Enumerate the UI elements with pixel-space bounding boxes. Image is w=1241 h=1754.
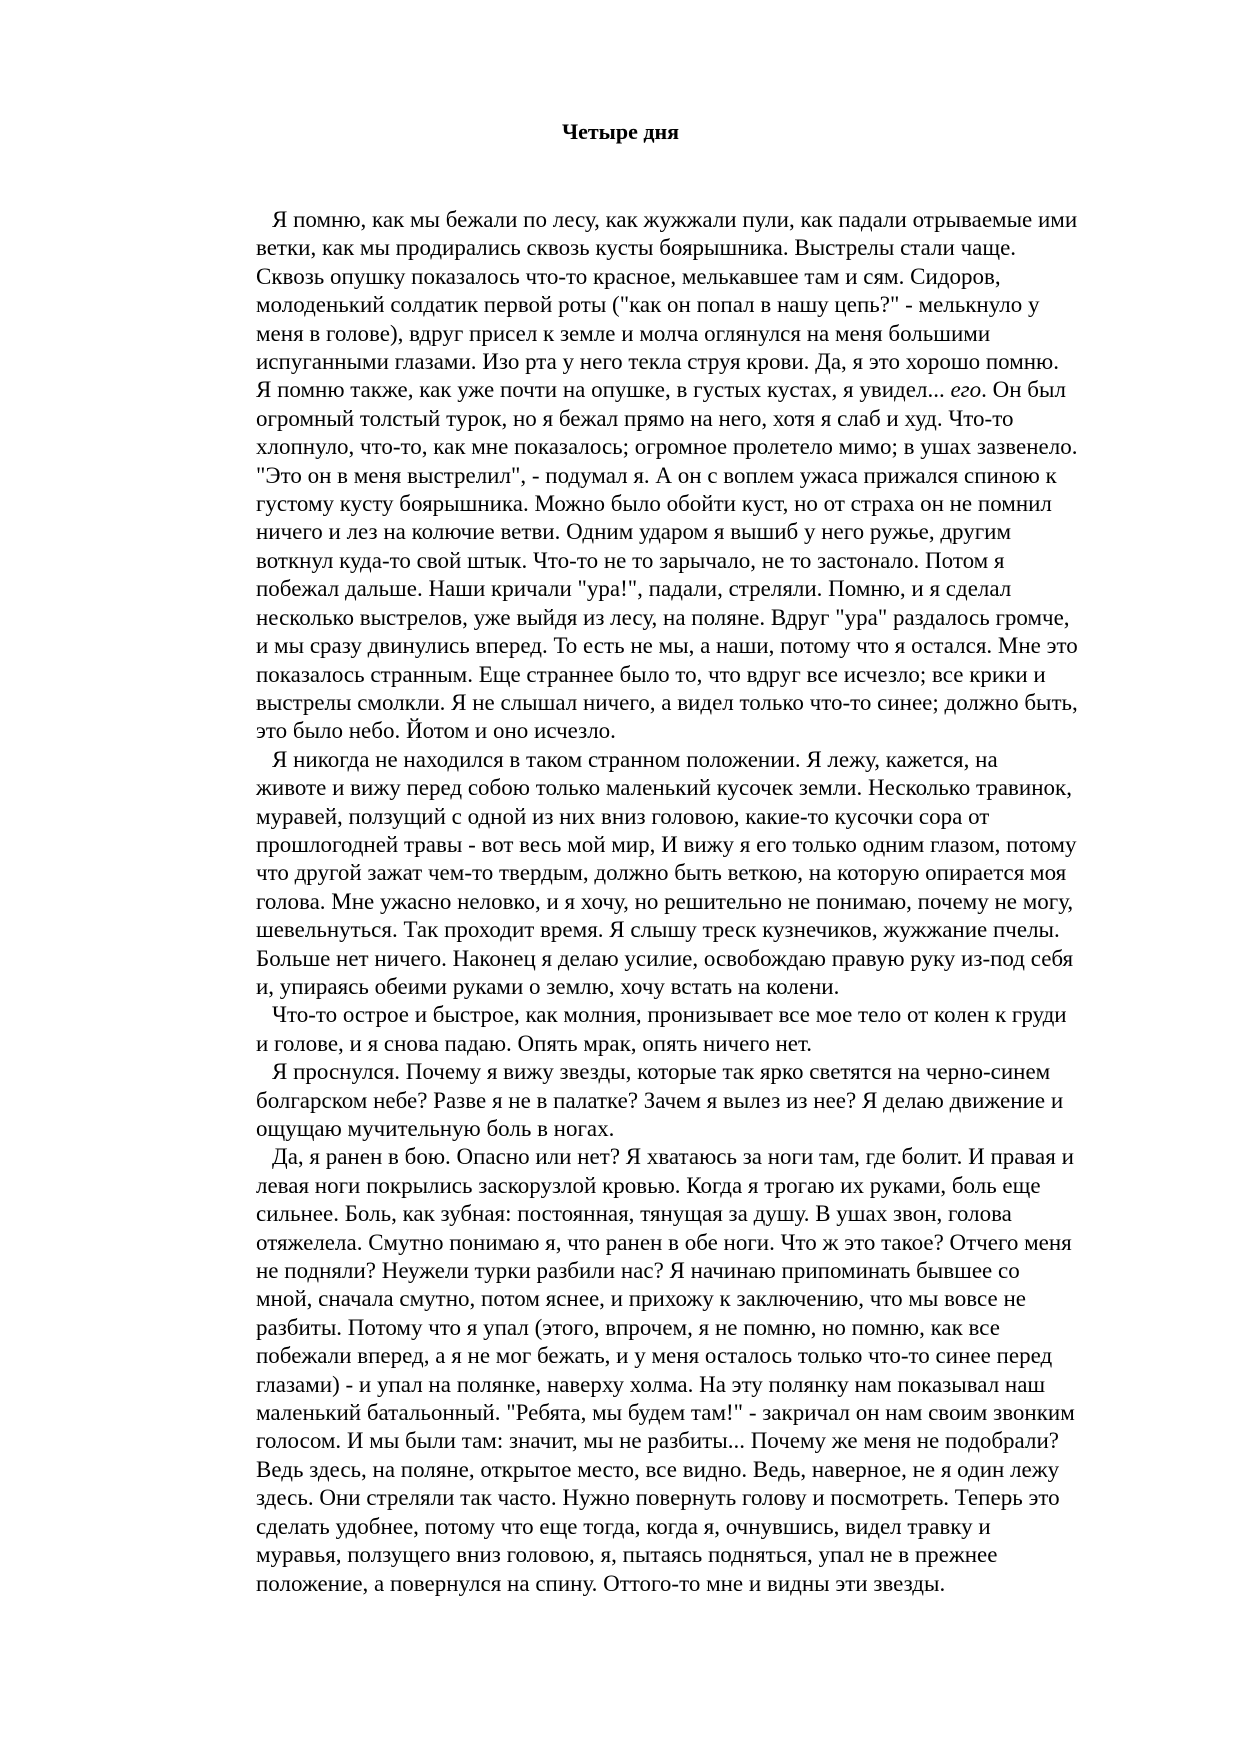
text-line: побежали вперед, а я не мог бежать, и у меня осталось только что-то синее перед <box>256 1343 1053 1369</box>
text-line: муравей, ползущий с одной из них вниз головою, какие-то кусочки сора от <box>256 803 990 829</box>
paragraph <box>256 746 1156 1002</box>
text-line: показалось странным. Еще страннее было то, что вдруг все исчезло; все крики и <box>256 661 1046 687</box>
text-line: положение, а повернулся на спину. Оттого-то мне и видны эти звезды. <box>256 1570 946 1596</box>
text-line: молоденький солдатик первой роты ("как он попал в нашу цепь?" - мелькнуло у <box>256 292 1040 318</box>
text-line: побежал дальше. Наши кричали "ура!", падали, стреляли. Помню, и я сделал <box>256 576 1012 602</box>
text-line: животе и вижу перед собою только маленький кусочек земли. Несколько травинок, <box>256 775 1072 801</box>
text-line: это было небо. Йотом и оно исчезло. <box>256 718 616 744</box>
text-line: ощущаю мучительную боль в ногах. <box>256 1116 615 1141</box>
text-line: Что-то острое и быстрое, как молния, пронизывает все мое тело от колен к груди <box>272 1002 1067 1028</box>
text-line: не подняли? Неужели турки разбили нас? Я начинаю припоминать бывшее со <box>256 1258 1020 1284</box>
text-line: Сквозь опушку показалось что-то красное, мелькавшее там и сям. Сидоров, <box>256 263 1001 289</box>
text-line: голосом. И мы были там: значит, мы не разбиты... Почему же меня не подобрали? <box>256 1428 1059 1454</box>
text-line: Я никогда не находился в таком странном положении. Я лежу, кажется, на <box>272 746 998 772</box>
text-line: шевельнуться. Так проходит время. Я слышу треск кузнечиков, жужжание пчелы. <box>256 917 1060 943</box>
text-line: маленький батальонный. "Ребята, мы будем там!" - закричал он нам своим звонким <box>256 1400 1075 1426</box>
text-line: несколько выстрелов, уже выйдя из лесу, на поляне. Вдруг "ура" раздалось громче, <box>256 604 1070 630</box>
text-line: сделать удобнее, потому что еще тогда, когда я, очнувшись, видел травку и <box>256 1513 991 1539</box>
text-line: испуганными глазами. Изо рта у него текла струя крови. Да, я это хорошо помню. <box>256 349 1059 375</box>
text-line: муравья, ползущего вниз головою, я, пытаясь подняться, упал не в прежнее <box>256 1542 998 1568</box>
text-line: глазами) - и упал на полянке, наверху холма. На эту полянку нам показывал наш <box>256 1371 1046 1397</box>
document-title: Четыре дня <box>561 119 680 144</box>
text-line: воткнул куда-то свой штык. Что-то не то зарычало, не то застонало. Потом я <box>256 547 1005 573</box>
paragraph <box>256 1143 1156 1598</box>
text-line: Да, я ранен в бою. Опасно или нет? Я хватаюсь за ноги там, где болит. И правая и <box>272 1144 1074 1170</box>
paragraph <box>256 206 1156 746</box>
text-line: Я помню также, как уже почти на опушке, в густых кустах, я увидел... его. Он был <box>256 377 1066 403</box>
text-line: хлопнуло, что-то, как мне показалось; огромное пролетело мимо; в ушах зазвенело. <box>256 434 1078 460</box>
text-line: и мы сразу двинулись вперед. То есть не мы, а наши, потому что я остался. Мне это <box>256 633 1078 659</box>
text-line: сильнее. Боль, как зубная: постоянная, тянущая за душу. В ушах звон, голова <box>256 1201 1012 1227</box>
text-line: левая ноги покрылись заскорузлой кровью. Когда я трогаю их руками, боль еще <box>256 1172 1041 1198</box>
paragraph <box>256 1058 1156 1143</box>
text-line: болгарском небе? Разве я не в палатке? Зачем я вылез из нее? Я делаю движение и <box>256 1087 1064 1113</box>
text-line: что другой зажат чем-то твердым, должно быть веткою, на которую опирается моя <box>256 860 1067 886</box>
text-line: здесь. Они стреляли так часто. Нужно повернуть голову и посмотреть. Теперь это <box>256 1485 1060 1511</box>
paragraph <box>256 1001 1156 1058</box>
text-line: и, упираясь обеими руками о землю, хочу встать на колени. <box>256 973 840 999</box>
text-line: меня в голове), вдруг присел к земле и молча оглянулся на меня большими <box>256 320 991 346</box>
text-line: Ведь здесь, на поляне, открытое место, все видно. Ведь, наверное, не я один лежу <box>256 1456 1060 1482</box>
text-line: Я помню, как мы бежали по лесу, как жужжали пули, как падали отрываемые ими <box>272 207 1078 232</box>
text-line: "Это он в меня выстрелил", - подумал я. А он с воплем ужаса прижался спиною к <box>256 462 1057 488</box>
text-line: густому кусту боярышника. Можно было обойти куст, но от страха он не помнил <box>256 491 1052 517</box>
text-line: и голове, и я снова падаю. Опять мрак, опять ничего нет. <box>256 1030 813 1056</box>
text-line: ничего и лез на колючие ветви. Одним ударом я вышиб у него ружье, другим <box>256 519 1012 545</box>
text-line: отяжелела. Смутно понимаю я, что ранен в обе ноги. Что ж это такое? Отчего меня <box>256 1229 1072 1255</box>
document-body <box>256 206 1156 1598</box>
text-line: выстрелы смолкли. Я не слышал ничего, а видел только что-то синее; должно быть, <box>256 689 1078 715</box>
text-line: прошлогодней травы - вот весь мой мир, И вижу я его только одним глазом, потому <box>256 831 1077 857</box>
text-line: Я проснулся. Почему я вижу звезды, которые так ярко светятся на черно-синем <box>272 1059 1051 1085</box>
text-line: разбиты. Потому что я упал (этого, впрочем, я не помню, но помню, как все <box>256 1314 1000 1340</box>
text-line: Больше нет ничего. Наконец я делаю усилие, освобождаю правую руку из-под себя <box>256 945 1074 971</box>
text-line: мной, сначала смутно, потом яснее, и прихожу к заключению, что мы вовсе не <box>256 1286 1026 1312</box>
text-line: ветки, как мы продирались сквозь кусты боярышника. Выстрелы стали чаще. <box>256 235 1017 261</box>
emphasis: его <box>950 377 982 403</box>
text-line: огромный толстый турок, но я бежал прямо на него, хотя я слаб и худ. Что-то <box>256 405 1014 431</box>
text-line: голова. Мне ужасно неловко, и я хочу, но решительно не понимаю, почему не могу, <box>256 888 1074 914</box>
